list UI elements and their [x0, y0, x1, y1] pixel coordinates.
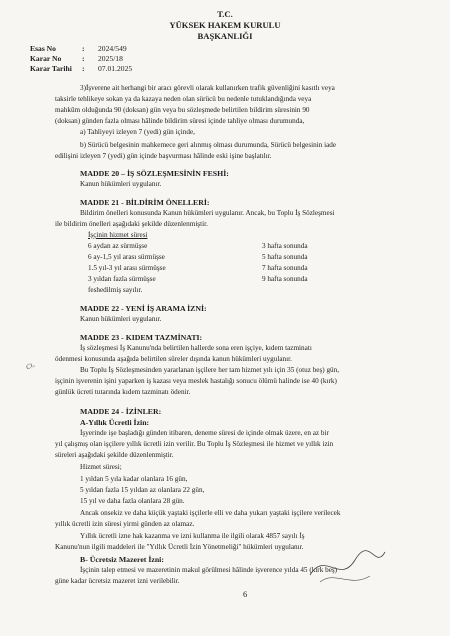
- header-department: BAŞKANLIĞI: [197, 31, 253, 41]
- article-24-sub-a: A-Yıllık Ücretli İzin:: [80, 418, 150, 427]
- article-22-text: Kanun hükümleri uygulanır.: [80, 315, 162, 323]
- notice-row-value: 7 hafta sonunda: [262, 264, 308, 272]
- margin-initials-mark: Ct,: [24, 360, 36, 372]
- intro-item-a: a) Tahliyeyi izleyen 7 (yedi) gün içinde,: [80, 128, 195, 136]
- notice-row-period: 6 ay-1,5 yıl arası sürmüşse: [88, 253, 165, 261]
- intro-line: (doksan) günden fazla olması hâlinde bildirim süresi içinde tahliye olması durumunda,: [55, 117, 305, 125]
- meta-karar-tarihi: [30, 64, 132, 73]
- header-tc: T.C.: [217, 9, 233, 19]
- article-23-line: İş sözleşmesi İş Kanunu'nda belirtilen hallerde sona eren işçiye, kıdem tazminatı: [80, 344, 312, 352]
- article-24-a-line: süreleri aşağıdaki şekilde düzenlenmiştir.: [55, 451, 174, 459]
- notice-row-period: 3 yıldan fazla sürmüşse: [88, 275, 156, 283]
- article-24-b-line: İşçinin talep etmesi ve mazeretinin makul görülmesi hâlinde işverence yılda 45 (kırk beş): [80, 566, 338, 574]
- notice-row-period: 6 aydan az sürmüşse: [88, 242, 148, 250]
- meta-karar-no: [30, 54, 123, 63]
- article-23-line: ödenmesi konusunda aşağıda belirtilen süreler dışında kanun hükümleri uygulanır.: [55, 355, 292, 363]
- article-21-title: MADDE 21 - BİLDİRİM ÖNELLERİ:: [80, 198, 210, 207]
- notice-row-value: 3 hafta sonunda: [262, 242, 308, 250]
- header-institution: YÜKSEK HAKEM KURULU: [169, 20, 281, 30]
- notice-row-value: 5 hafta sonunda: [262, 253, 308, 261]
- notice-row-period: 1.5 yıl-3 yıl arası sürmüşse: [88, 264, 166, 272]
- meta-key: Esas No: [30, 44, 56, 53]
- notice-row-value: 9 hafta sonunda: [262, 275, 308, 283]
- article-20-title: MADDE 20 – İŞ SÖZLEŞMESİNİN FESHİ:: [80, 169, 229, 178]
- intro-line: taksirle tehlikeye sokan ya da kazaya neden olan sürücü bu nedenle tutuklandığında veya: [55, 95, 312, 103]
- meta-key: Karar No: [30, 54, 62, 63]
- meta-sep: :: [82, 64, 85, 73]
- intro-item-b-cont: edilişini izleyen 7 (yedi) gün içinde başvurması hâlinde eski işine başlatılır.: [55, 152, 272, 160]
- handwritten-signature: [300, 540, 390, 590]
- article-24-note: Kanunu'nun ilgili maddeleri ile "Yıllık Ücretli İzin Yönetmeliği" hükümleri uygulanır.: [55, 543, 304, 551]
- article-23-line: günlük ücreti tutarında kıdem tazminatı ödenir.: [55, 388, 191, 396]
- article-23-title: MADDE 23 - KIDEM TAZMİNATI:: [80, 333, 203, 342]
- service-item: 5 yıldan fazla 15 yıldan az olanlara 22 gün,: [80, 486, 205, 494]
- page-number: 6: [243, 590, 248, 599]
- service-label: Hizmet süresi;: [80, 463, 122, 471]
- meta-key: Karar Tarihi: [30, 64, 72, 73]
- meta-esas-no: [30, 44, 127, 53]
- meta-value: 07.01.2025: [98, 64, 133, 73]
- intro-item-b: b) Sürücü belgesinin mahkemece geri alınmış olması durumunda, Sürücü belgesinin iade: [80, 141, 337, 149]
- article-24-a-line: yıl çalışmış olan işçilere yıllık ücretli izin verilir. Bu Toplu İş Sözleşmesi ile hizmet ve yıllık izin: [55, 440, 334, 448]
- article-24-sub-b: B- Ücretsiz Mazeret İzni:: [80, 555, 164, 564]
- article-21-line: Bildirim önelleri konusunda Kanun hükümleri uygulanır. Ancak, bu Toplu İş Sözleşmesi: [80, 209, 335, 217]
- notice-table-header: İşçinin hizmet süresi: [88, 231, 148, 239]
- service-item: 15 yıl ve daha fazla olanlara 28 gün.: [80, 497, 185, 505]
- meta-value: 2025/18: [98, 54, 123, 63]
- notice-table-tail: feshedilmiş sayılır.: [88, 286, 143, 294]
- article-24-a-line: İşyerinde işe başladığı günden itibaren, deneme süresi de içinde olmak üzere, en az bir: [80, 429, 329, 437]
- article-21-line: ile bildirim önelleri aşağıdaki şekilde düzenlenmiştir.: [55, 220, 208, 228]
- article-24-b-line: güne kadar ücretsiz mazeret izni verilebilir.: [55, 577, 180, 585]
- intro-line: 3)İşverene ait herhangi bir aracı görevli olarak kullanırken trafik güvenliğini kasıtlı veya: [80, 84, 335, 92]
- meta-sep: :: [82, 54, 85, 63]
- article-24-note: Ancak onsekiz ve daha küçük yaştaki işçilerle elli ve daha yukarı yaştaki işçilere verilecek: [80, 509, 341, 517]
- meta-sep: :: [82, 44, 85, 53]
- article-24-note: Yıllık ücretli izne hak kazanma ve izni kullanma ile ilgili olarak 4857 sayılı İş: [80, 532, 305, 540]
- article-22-title: MADDE 22 - YENİ İŞ ARAMA İZNİ:: [80, 304, 207, 313]
- article-24-title: MADDE 24 - İZİNLER:: [80, 407, 162, 416]
- article-24-note: yıllık ücretli izin süresi yirmi günden az olamaz.: [55, 520, 195, 528]
- article-23-line: Bu Toplu İş Sözleşmesinden yararlanan işçilere her tam hizmet yılı için 35 (otuz beş) gün,: [80, 366, 340, 374]
- service-item: 1 yıldan 5 yıla kadar olanlara 16 gün,: [80, 475, 188, 483]
- article-20-text: Kanun hükümleri uygulanır.: [80, 180, 162, 188]
- meta-value: 2024/549: [98, 44, 127, 53]
- intro-line: mahkûm olduğunda 90 (doksan) gün veya bu sözleşmede belirtilen bildirim süresinin 90: [55, 106, 310, 114]
- article-23-line: işçinin işverenin işini yaparken iş kazası veya meslek hastalığı sonucu ölümü halinde ise 40 (kırk): [55, 377, 337, 385]
